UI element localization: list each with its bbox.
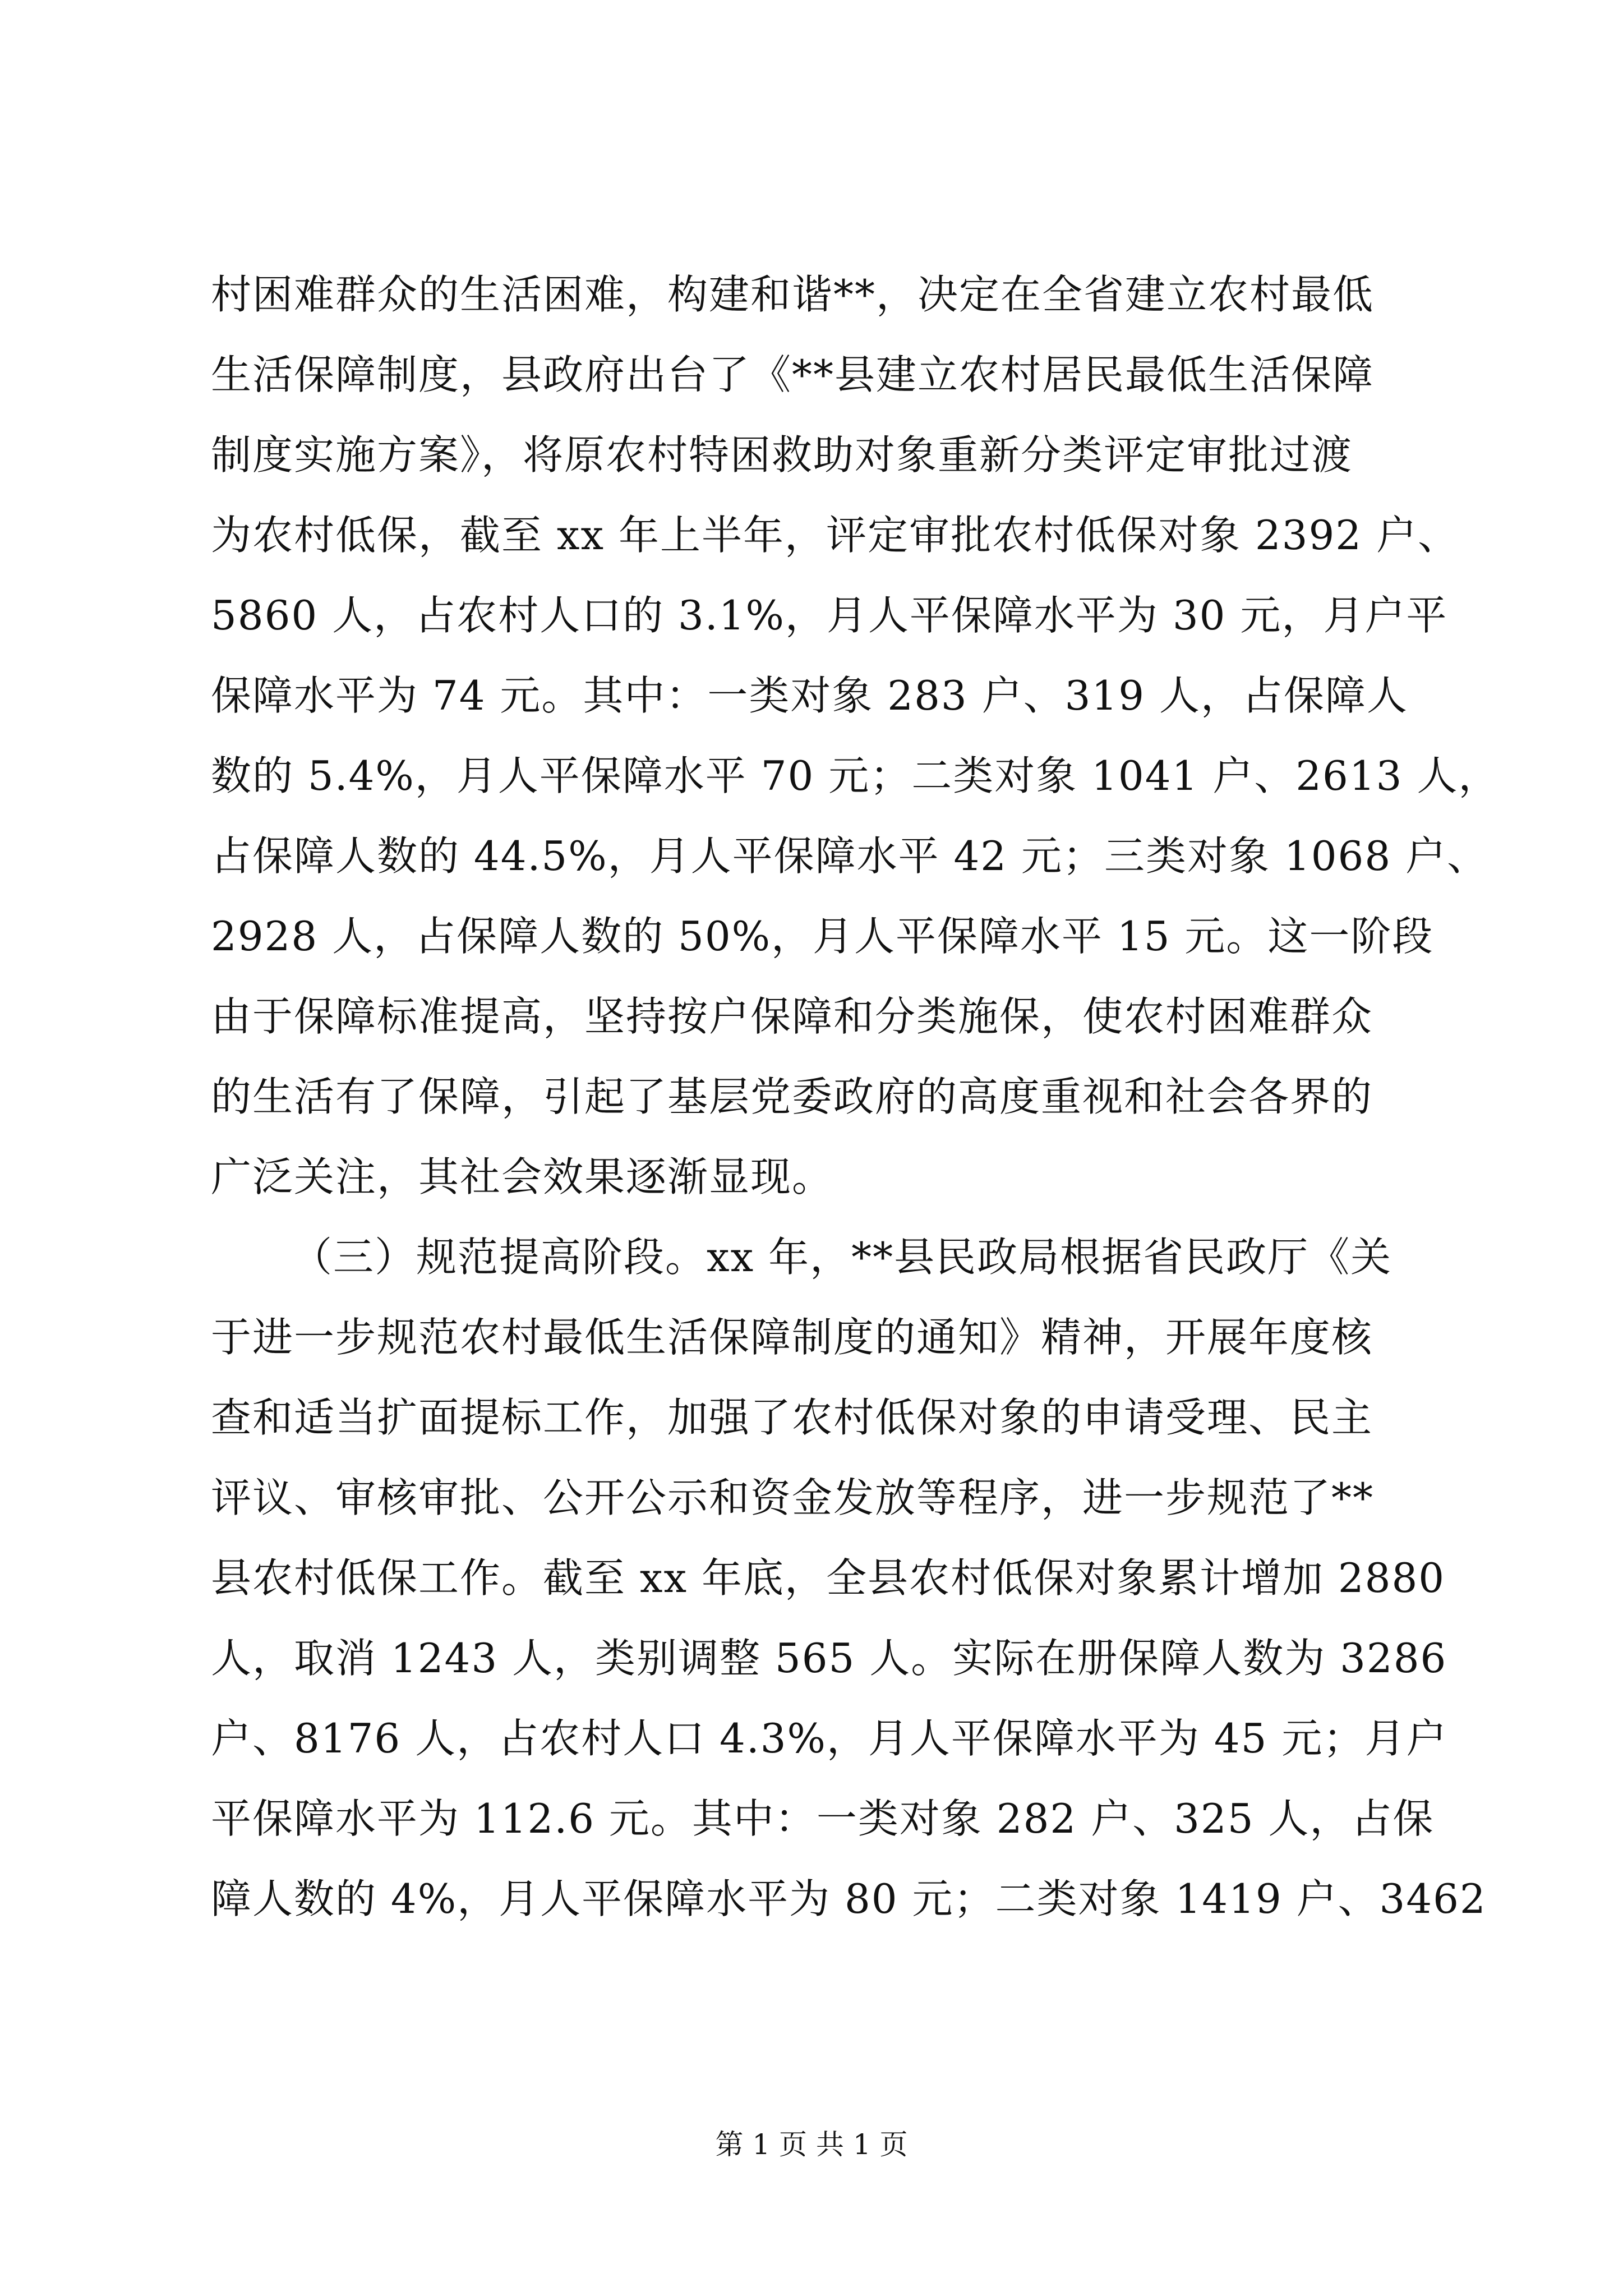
text-line: 广泛关注，其社会效果逐渐显现。 <box>211 1153 834 1200</box>
text-line: 5860 人，占农村人口的 3.1%，月人平保障水平为 30 元，月户平 <box>211 592 1448 639</box>
text-line: 县农村低保工作。截至 xx 年底，全县农村低保对象累计增加 2880 <box>211 1554 1446 1602</box>
text-line: 障人数的 4%，月人平保障水平为 80 元；二类对象 1419 户、3462 <box>211 1875 1487 1922</box>
text-line: 为农村低保，截至 xx 年上半年，评定审批农村低保对象 2392 户、 <box>211 512 1459 559</box>
text-line: 数的 5.4%，月人平保障水平 70 元；二类对象 1041 户、2613 人， <box>211 752 1500 799</box>
text-line: 生活保障制度，县政府出台了《**县建立农村居民最低生活保障 <box>211 351 1375 398</box>
text-line: 平保障水平为 112.6 元。其中：一类对象 282 户、325 人，占保 <box>211 1795 1435 1842</box>
text-line: 人，取消 1243 人，类别调整 565 人。实际在册保障人数为 3286 <box>211 1635 1447 1682</box>
text-line: 查和适当扩面提标工作，加强了农村低保对象的申请受理、民主 <box>211 1394 1373 1441</box>
text-line: 制度实施方案》，将原农村特困救助对象重新分类评定审批过渡 <box>211 431 1353 478</box>
text-line: 保障水平为 74 元。其中：一类对象 283 户、319 人，占保障人 <box>211 672 1408 719</box>
text-line: 占保障人数的 44.5%，月人平保障水平 42 元；三类对象 1068 户、 <box>211 832 1489 880</box>
text-line: 于进一步规范农村最低生活保障制度的通知》精神，开展年度核 <box>211 1314 1373 1361</box>
section-heading-line: （三）规范提高阶段。xx 年，**县民政局根据省民政厅《关 <box>292 1234 1393 1281</box>
text-line: 的生活有了保障，引起了基层党委政府的高度重视和社会各界的 <box>211 1073 1373 1120</box>
page-number-footer: 第 1 页 共 1 页 <box>715 2128 908 2161</box>
text-line: 2928 人，占保障人数的 50%，月人平保障水平 15 元。这一阶段 <box>211 913 1434 960</box>
text-line: 村困难群众的生活困难，构建和谐**，决定在全省建立农村最低 <box>211 271 1375 318</box>
text-line: 户、8176 人，占农村人口 4.3%，月人平保障水平为 45 元；月户 <box>211 1715 1448 1762</box>
text-line: 评议、审核审批、公开公示和资金发放等程序，进一步规范了** <box>211 1474 1375 1521</box>
text-line: 由于保障标准提高，坚持按户保障和分类施保，使农村困难群众 <box>211 993 1373 1040</box>
